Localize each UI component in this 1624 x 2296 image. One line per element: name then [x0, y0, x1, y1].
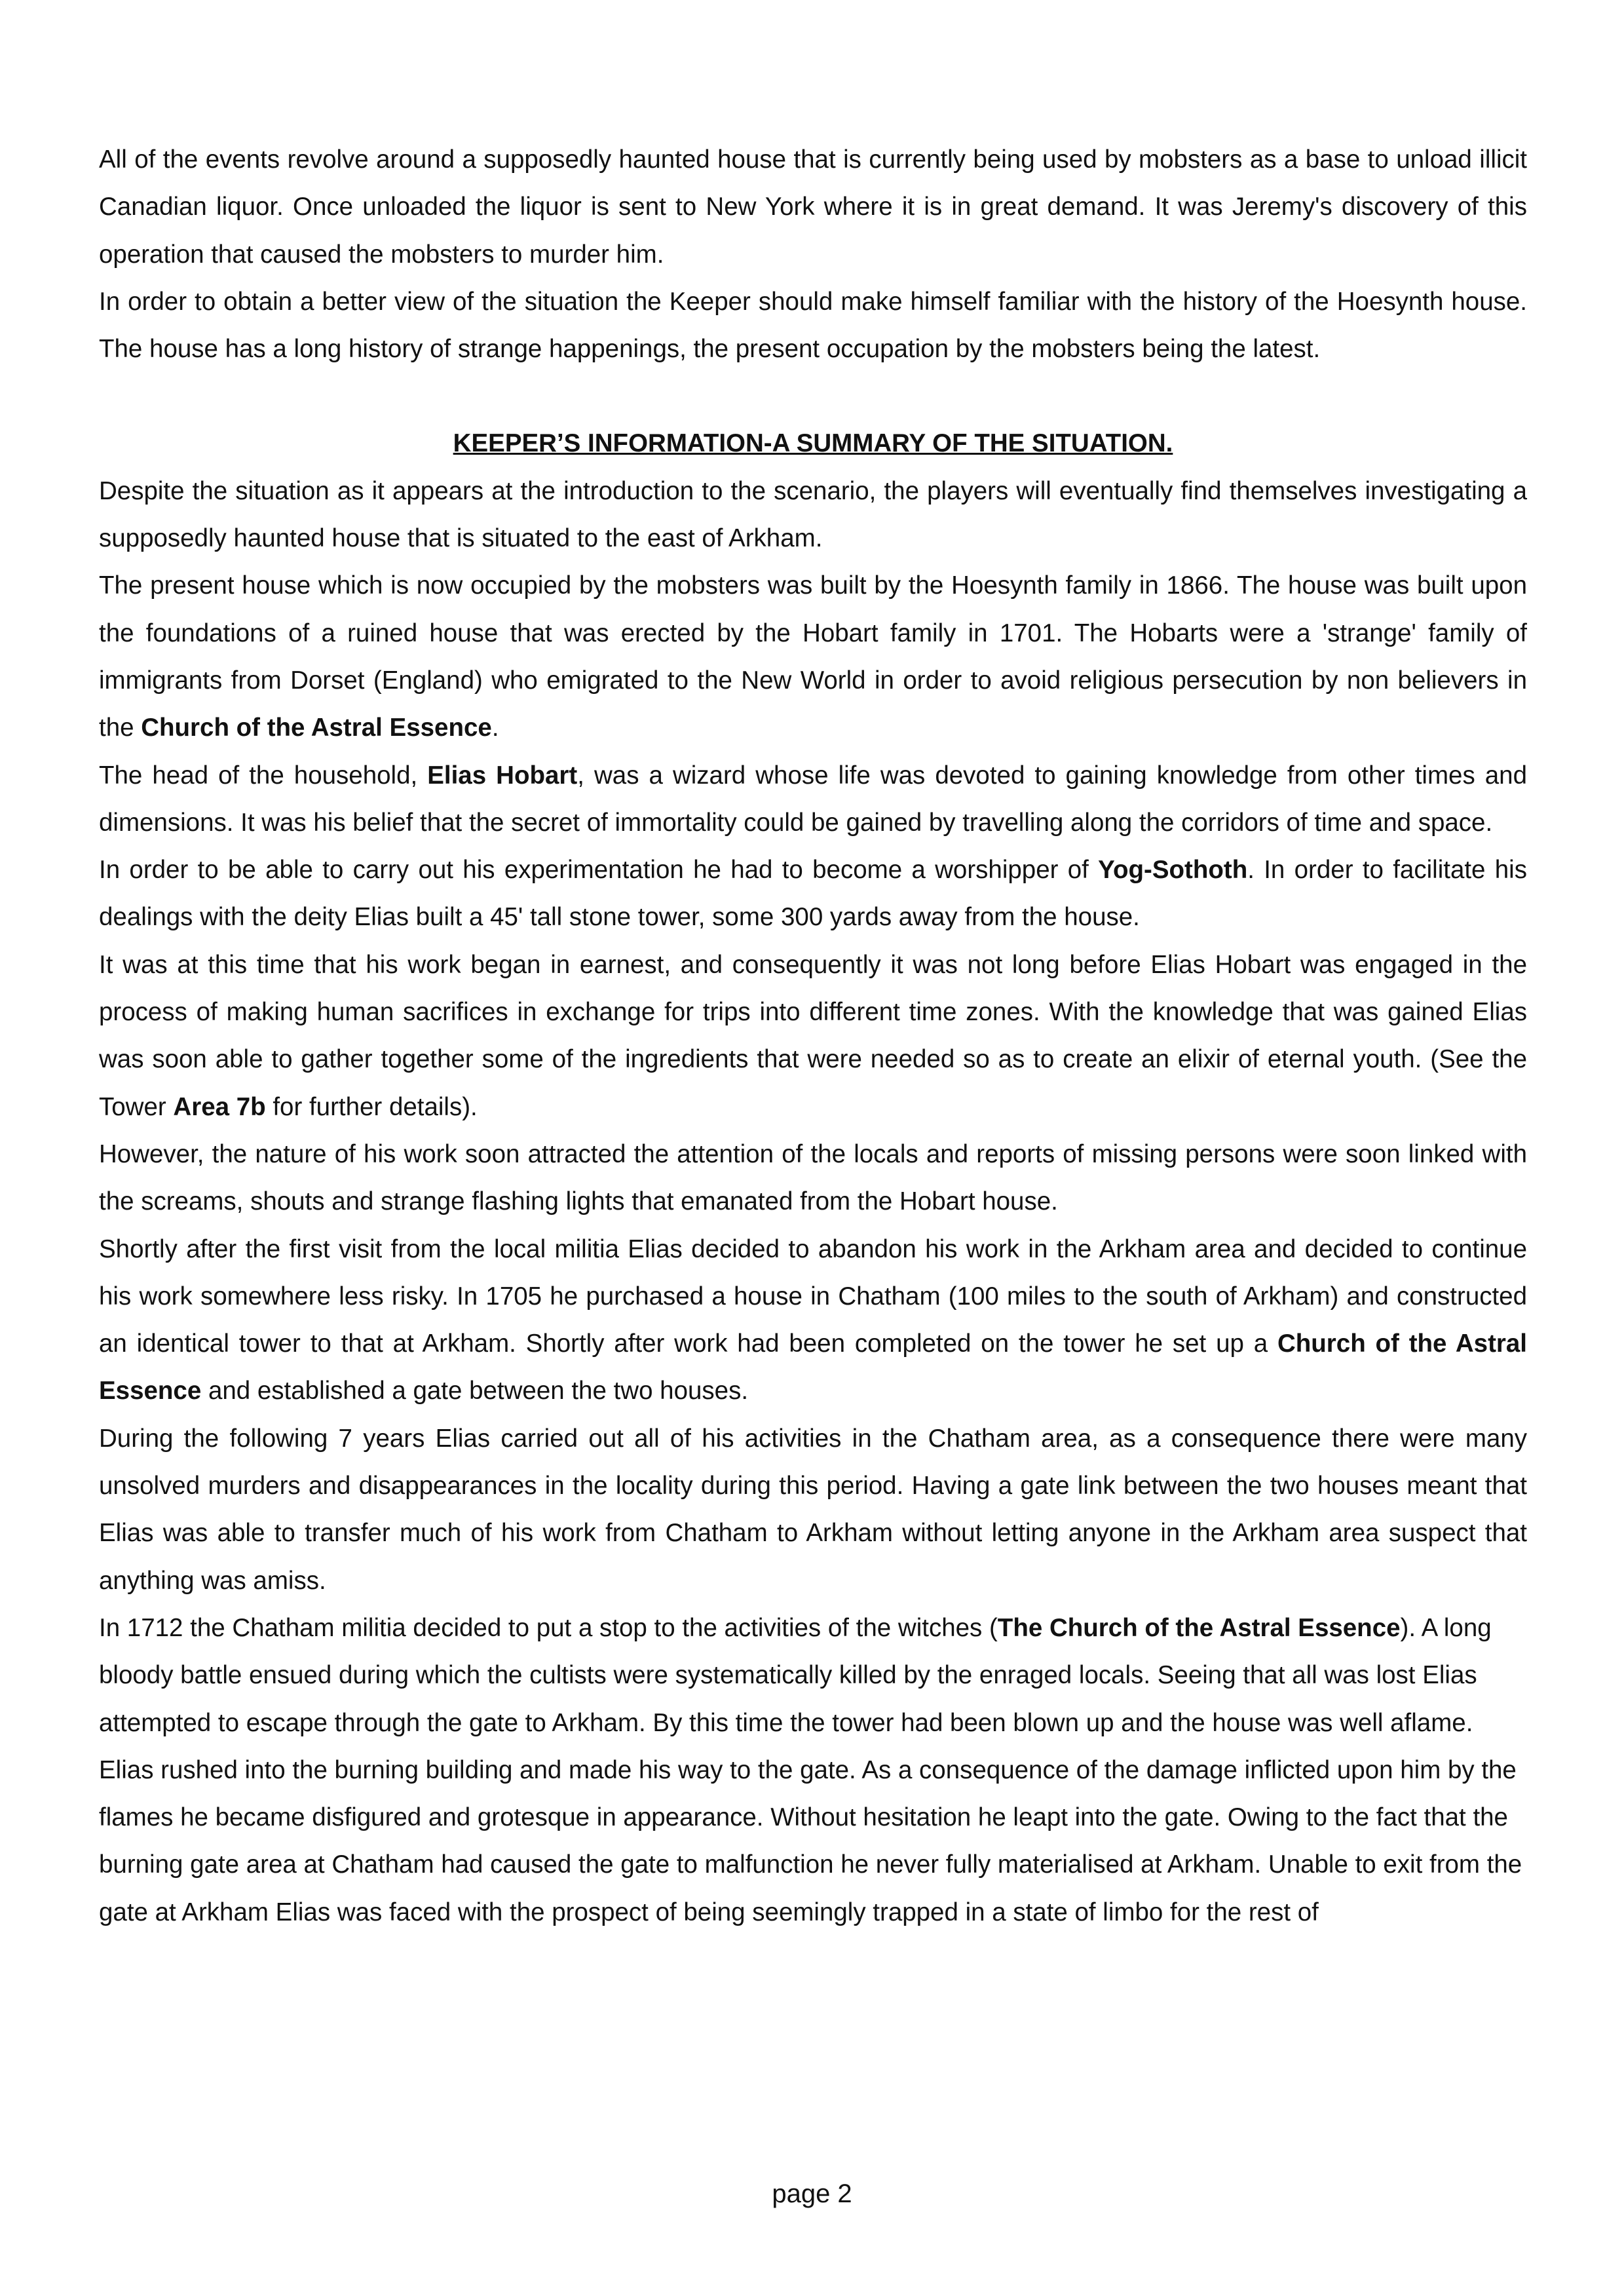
paragraph-9	[99, 1226, 1527, 1415]
paragraph-6	[99, 847, 1527, 942]
paragraph-7-text: It was at this time that his work began in earnest, and consequently it was not long before Elias Hobart was engaged in the process of making human sacrifices in exchange for trips into different time zones. With the knowledge that was gained Elias was soon able to gather together some of the ingredients that were needed so as to create an elixir of eternal youth. (See the Tower	[99, 950, 1527, 1121]
paragraph-11-bold: The Church of the Astral Essence	[997, 1613, 1401, 1642]
paragraph-6-end: . In order to facilitate his dealings with the deity Elias built a 45' tall stone tower, some 300 yards away from the house.	[99, 856, 1527, 932]
document-body	[99, 136, 1527, 1936]
paragraph-5-bold: Elias Hobart	[427, 761, 578, 790]
paragraph-9-end: and established a gate between the two houses.	[201, 1377, 749, 1406]
paragraph-4-bold: Church of the Astral Essence	[141, 714, 492, 742]
paragraph-11-end: ). A long bloody battle ensued during which the cultists were systematically killed by the enraged locals. Seeing that all was lost Elias attempted to escape through the gate to Arkham. By this time the tower had been blown up and the house was well aflame. Elias rushed into the burning building and made his way to the gate. As a consequence of the damage inflicted upon him by the flames he became disfigured and grotesque in appearance. Without hesitation he leapt into the gate. Owing to the fact that the burning gate area at Chatham had caused the gate to malfunction he never fully materialised at Arkham. Unable to exit from the gate at Arkham Elias was faced with the prospect of being seemingly trapped in a state of limbo for the rest of	[99, 1613, 1522, 1926]
paragraph-9-bold: Church of the Astral Essence	[99, 1330, 1527, 1406]
paragraph-8: However, the nature of his work soon attracted the attention of the locals and reports of missing persons were soon linked with the screams, shouts and strange flashing lights that emanated from the Hobart house.	[99, 1139, 1527, 1216]
paragraph-9-text: Shortly after the first visit from the local militia Elias decided to abandon his work in the Arkham area and decided to continue his work somewhere less risky. In 1705 he purchased a house in Chatham (100 miles to the south of Arkham) and constructed an identical tower to that at Arkham. Shortly after work had been completed on the tower he set up a	[99, 1234, 1527, 1358]
section-heading: KEEPER’S INFORMATION-A SUMMARY OF THE SITUATION.	[453, 429, 1173, 458]
paragraph-4-end: .	[491, 714, 499, 742]
paragraph-intro-1: All of the events revolve around a supposedly haunted house that is currently being used by mobsters as a base to unload illicit Canadian liquor. Once unloaded the liquor is sent to New York where it is in great demand. It was Jeremy's discovery of this operation that caused the mobsters to murder him.	[99, 145, 1527, 269]
paragraph-3: Despite the situation as it appears at the introduction to the scenario, the players will eventually find themselves investigating a supposedly haunted house that is situated to the east of Arkham.	[99, 476, 1527, 553]
paragraph-6-bold: Yog-Sothoth	[1098, 856, 1248, 885]
page-number: page 2	[772, 2179, 852, 2208]
paragraph-6-text: In order to be able to carry out his experimentation he had to become a worshipper of	[99, 856, 1099, 885]
paragraph-7	[99, 942, 1527, 1131]
paragraph-5	[99, 752, 1527, 847]
paragraph-4	[99, 562, 1527, 752]
paragraph-10: During the following 7 years Elias carried out all of his activities in the Chatham area, as a consequence there were many unsolved murders and disappearances in the locality during this period. Having a gate link between the two houses meant that Elias was able to transfer much of his work from Chatham to Arkham without letting anyone in the Arkham area suspect that anything was amiss.	[99, 1424, 1527, 1595]
paragraph-5-end: , was a wizard whose life was devoted to gaining knowledge from other times and dimensions. It was his belief that the secret of immortality could be gained by travelling along the corridors of time and space.	[99, 761, 1527, 837]
paragraph-intro-2: In order to obtain a better view of the situation the Keeper should make himself familiar with the history of the Hoesynth house. The house has a long history of strange happenings, the present occupation by the mobsters being the latest.	[99, 287, 1527, 364]
paragraph-5-text: The head of the household,	[99, 761, 428, 790]
paragraph-11-text: In 1712 the Chatham militia decided to put a stop to the activities of the witches (	[99, 1613, 998, 1642]
paragraph-11	[99, 1605, 1527, 1936]
paragraph-7-bold: Area 7b	[173, 1092, 266, 1121]
paragraph-7-end: for further details).	[265, 1092, 478, 1121]
paragraph-4-text: The present house which is now occupied by the mobsters was built by the Hoesynth family in 1866. The house was built upon the foundations of a ruined house that was erected by the Hobart family in 1701. The Hobarts were a 'strange' family of immigrants from Dorset (England) who emigrated to the New World in order to avoid religious persecution by non believers in the	[99, 571, 1527, 742]
